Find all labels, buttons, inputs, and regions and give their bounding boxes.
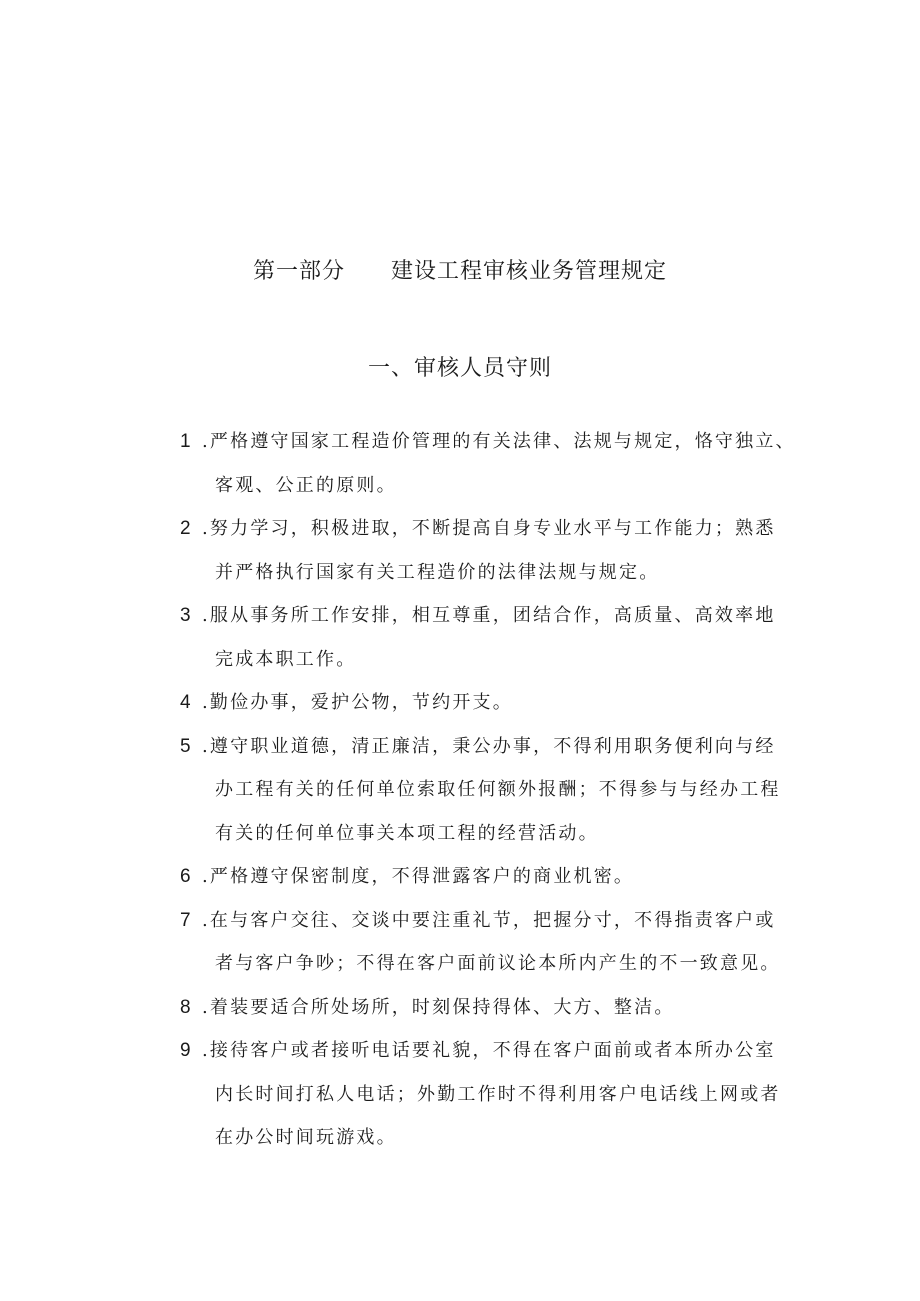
rule-item	[180, 681, 800, 725]
rule-item	[180, 594, 800, 681]
rule-number: 8	[180, 996, 191, 1018]
rule-text-line: 有关的任何单位事关本项工程的经营活动。	[215, 822, 599, 844]
rule-text-line: 客观、公正的原则。	[215, 474, 397, 496]
rule-text-line: .努力学习，积极进取，不断提高自身专业水平与工作能力；熟悉	[202, 518, 776, 539]
rule-number: 5	[180, 735, 191, 757]
rule-text-line: .接待客户或者接听电话要礼貌，不得在客户面前或者本所办公室	[202, 1040, 776, 1061]
rule-item	[180, 986, 800, 1030]
rule-number: 2	[180, 518, 191, 539]
rule-number: 7	[180, 909, 191, 931]
rule-item	[180, 1029, 800, 1160]
section-title: 一、审核人员守则	[367, 356, 552, 381]
rule-number: 4	[180, 692, 191, 713]
rule-text-line: 办工程有关的任何单位索取任何额外报酬；不得参与与经办工程	[215, 779, 781, 800]
rule-item	[180, 899, 800, 986]
rule-text-line: .着装要适合所处场所，时刻保持得体、大方、整洁。	[202, 996, 675, 1018]
rule-number: 1	[180, 431, 191, 452]
rule-item	[180, 725, 800, 856]
rule-item	[180, 855, 800, 899]
rule-text-line: .严格遵守国家工程造价管理的有关法律、法规与规定，恪守独立、	[202, 431, 796, 452]
rule-text-line: 完成本职工作。	[215, 648, 357, 670]
rule-text-line: 并严格执行国家有关工程造价的法律法规与规定。	[215, 561, 660, 583]
rules-list	[180, 420, 800, 1160]
part-heading	[0, 254, 920, 285]
rule-text-line: .服从事务所工作安排，相互尊重，团结合作，高质量、高效率地	[202, 605, 776, 626]
rule-number: 6	[180, 866, 191, 887]
rule-text-line: 在办公时间玩游戏。	[215, 1127, 397, 1148]
rule-number: 3	[180, 605, 191, 626]
rule-item	[180, 420, 800, 507]
rule-text-line: .严格遵守保密制度，不得泄露客户的商业机密。	[202, 866, 635, 887]
rule-text-line: 者与客户争吵；不得在客户面前议论本所内产生的不一致意见。	[215, 953, 781, 974]
rule-text-line: .遵守职业道德，清正廉洁，秉公办事，不得利用职务便利向与经	[202, 735, 776, 757]
rule-text-line: .在与客户交往、交谈中要注重礼节，把握分寸，不得指责客户或	[202, 909, 776, 931]
rule-item	[180, 507, 800, 594]
rule-text-line: .勤俭办事，爱护公物，节约开支。	[202, 692, 513, 713]
rule-number: 9	[180, 1040, 191, 1061]
part-label: 第一部分	[252, 259, 345, 284]
part-title: 建设工程审核业务管理规定	[391, 259, 668, 284]
rule-text-line: 内长时间打私人电话；外勤工作时不得利用客户电话线上网或者	[215, 1083, 781, 1105]
